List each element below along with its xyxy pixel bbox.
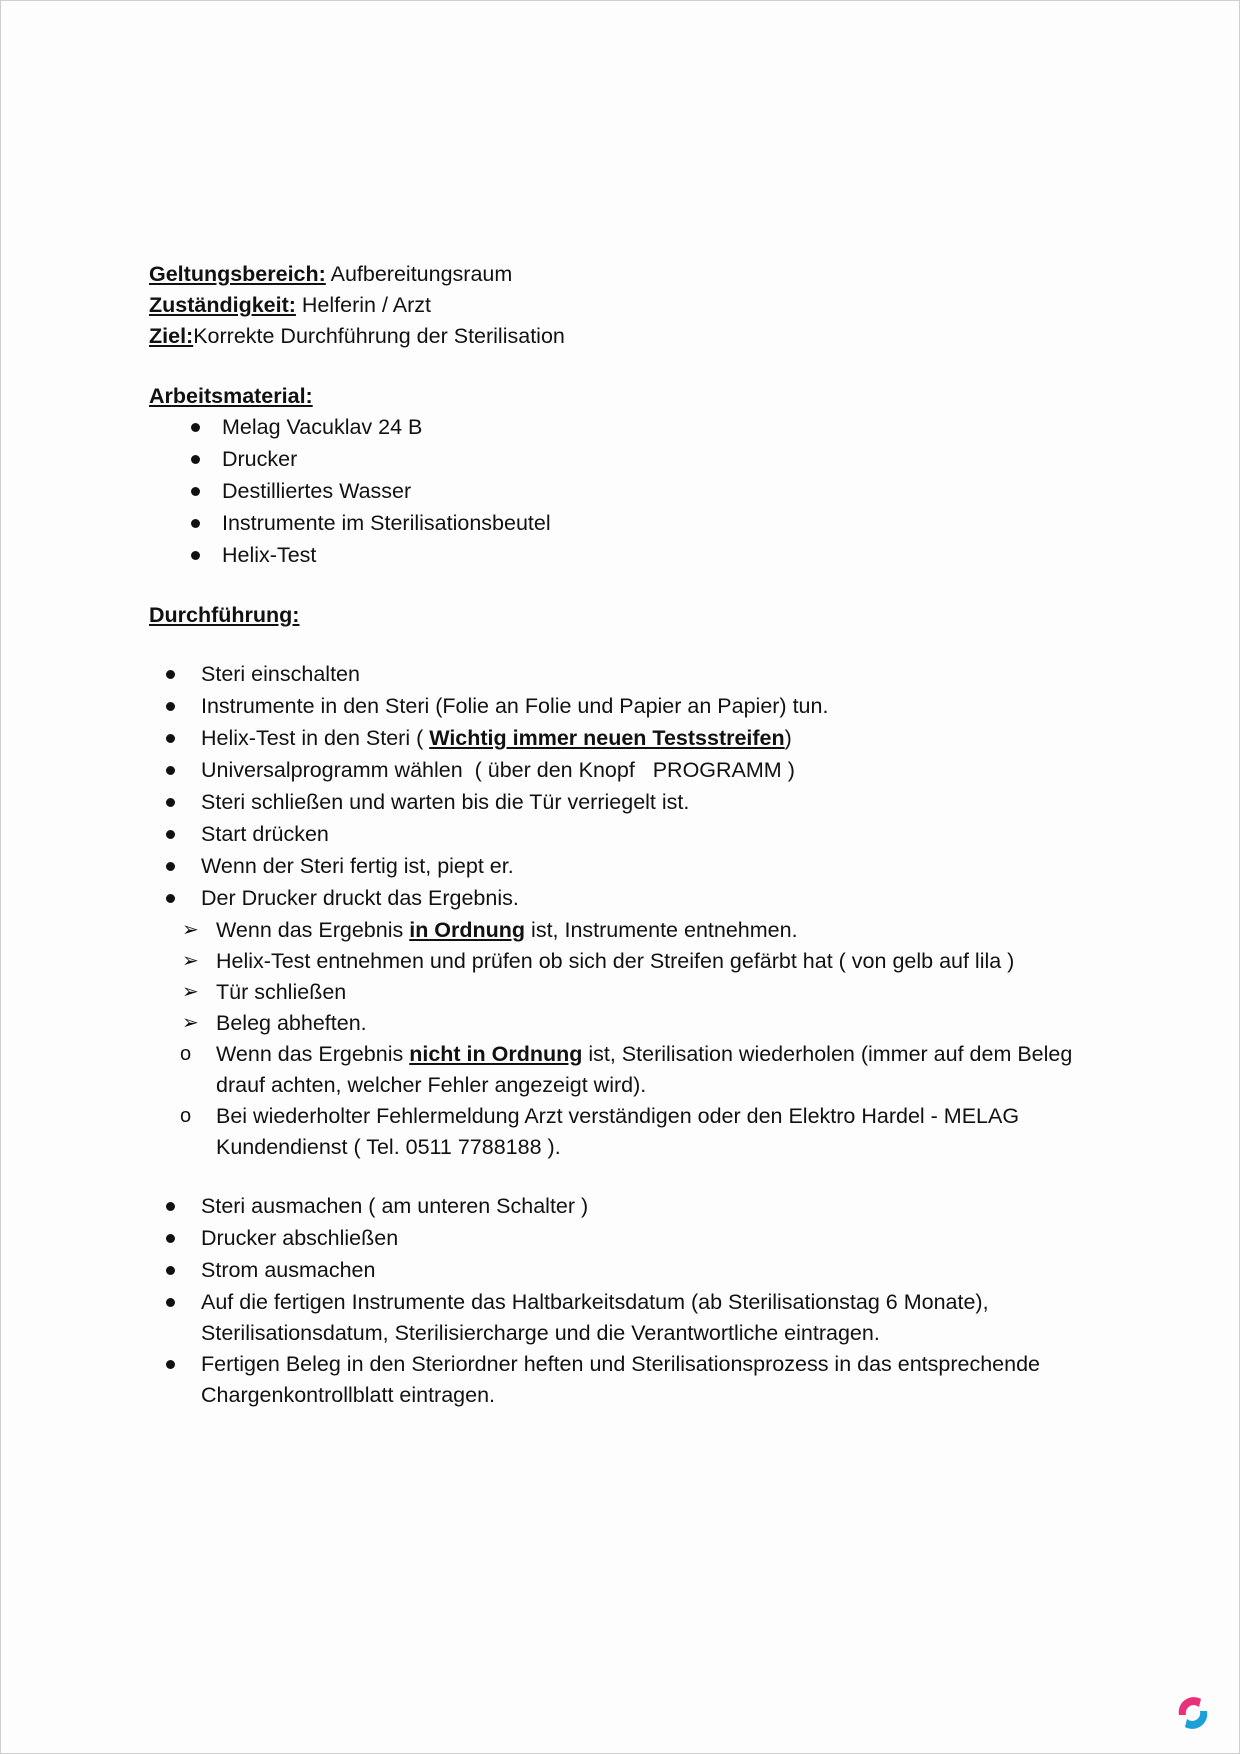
bullet-icon bbox=[191, 551, 200, 560]
bullet-icon bbox=[166, 702, 175, 711]
list-item: Drucker abschließen bbox=[149, 1223, 1109, 1255]
goal-value: Korrekte Durchführung der Sterilisation bbox=[193, 324, 565, 348]
list-item: Auf die fertigen Instrumente das Haltbarkeitsdatum (ab Sterilisationstag 6 Monate), Sterilisationsdatum, Sterilisiercharge und die Verantwortliche eintragen. bbox=[149, 1287, 1109, 1349]
list-item: Instrumente im Sterilisationsbeutel bbox=[149, 508, 1109, 540]
responsibility-value: Helferin / Arzt bbox=[301, 293, 431, 317]
list-item: ➢ Helix-Test entnehmen und prüfen ob sich der Streifen gefärbt hat ( von gelb auf lila ) bbox=[149, 946, 1109, 977]
circle-bullet-icon: o bbox=[180, 1043, 192, 1065]
bullet-icon bbox=[166, 766, 175, 775]
list-item: Melag Vacuklav 24 B bbox=[149, 412, 1109, 444]
goal-line bbox=[149, 321, 1109, 352]
bullet-icon bbox=[166, 1266, 175, 1275]
bullet-icon bbox=[166, 798, 175, 807]
list-item: Helix-Test in den Steri ( Wichtig immer neuen Testsstreifen) bbox=[149, 723, 1109, 755]
list-item: Steri schließen und warten bis die Tür verriegelt ist. bbox=[149, 787, 1109, 819]
procedure-heading: Durchführung: bbox=[149, 603, 300, 627]
list-item: ➢ Beleg abheften. bbox=[149, 1008, 1109, 1039]
arrow-icon: ➢ bbox=[182, 1012, 199, 1034]
list-item: o Wenn das Ergebnis nicht in Ordnung ist, Sterilisation wiederholen (immer auf dem Beleg drauf achten, welcher Fehler angezeigt wird). bbox=[149, 1039, 1109, 1101]
bullet-icon bbox=[166, 1234, 175, 1243]
bullet-icon bbox=[166, 1360, 175, 1369]
bullet-icon bbox=[166, 670, 175, 679]
list-item: Strom ausmachen bbox=[149, 1255, 1109, 1287]
bullet-icon bbox=[191, 519, 200, 528]
bullet-icon bbox=[166, 830, 175, 839]
bullet-icon bbox=[191, 423, 200, 432]
bullet-icon bbox=[166, 734, 175, 743]
list-item: Wenn der Steri fertig ist, piept er. bbox=[149, 851, 1109, 883]
emphasis: nicht in Ordnung bbox=[409, 1042, 583, 1066]
finish-steps bbox=[149, 1191, 1109, 1411]
brand-logo-icon bbox=[1171, 1691, 1215, 1735]
emphasis: Wichtig immer neuen Testsstreifen bbox=[429, 726, 785, 750]
list-item: Start drücken bbox=[149, 819, 1109, 851]
list-item: Steri einschalten bbox=[149, 659, 1109, 691]
arrow-icon: ➢ bbox=[182, 950, 199, 972]
list-item: Drucker bbox=[149, 444, 1109, 476]
list-item: Universalprogramm wählen ( über den Knopf PROGRAMM ) bbox=[149, 755, 1109, 787]
list-item: Steri ausmachen ( am unteren Schalter ) bbox=[149, 1191, 1109, 1223]
bullet-icon bbox=[166, 894, 175, 903]
scope-label: Geltungsbereich: bbox=[149, 262, 326, 286]
scope-line bbox=[149, 259, 1109, 290]
list-item: o Bei wiederholter Fehlermeldung Arzt verständigen oder den Elektro Hardel - MELAG Kundendienst ( Tel. 0511 7788188 ). bbox=[149, 1101, 1109, 1163]
scope-value: Aufbereitungsraum bbox=[330, 262, 513, 286]
bullet-icon bbox=[166, 862, 175, 871]
procedure-steps bbox=[149, 659, 1109, 915]
material-heading: Arbeitsmaterial: bbox=[149, 384, 313, 408]
list-item: Fertigen Beleg in den Steriordner heften und Sterilisationsprozess in das entsprechende Chargenkontrollblatt eintragen. bbox=[149, 1349, 1109, 1411]
result-sub-steps bbox=[149, 915, 1109, 1163]
bullet-icon bbox=[166, 1298, 175, 1307]
list-item: Helix-Test bbox=[149, 540, 1109, 572]
document-body bbox=[149, 259, 1109, 1411]
material-list bbox=[149, 412, 1109, 572]
list-item: Destilliertes Wasser bbox=[149, 476, 1109, 508]
list-item: ➢ Wenn das Ergebnis in Ordnung ist, Instrumente entnehmen. bbox=[149, 915, 1109, 946]
bullet-icon bbox=[191, 455, 200, 464]
circle-bullet-icon: o bbox=[180, 1105, 192, 1127]
list-item: Instrumente in den Steri (Folie an Folie und Papier an Papier) tun. bbox=[149, 691, 1109, 723]
emphasis: in Ordnung bbox=[409, 918, 526, 942]
arrow-icon: ➢ bbox=[182, 981, 199, 1003]
goal-label: Ziel: bbox=[149, 324, 194, 348]
responsibility-line bbox=[149, 290, 1109, 321]
list-item: ➢ Tür schließen bbox=[149, 977, 1109, 1008]
bullet-icon bbox=[166, 1202, 175, 1211]
arrow-icon: ➢ bbox=[182, 919, 199, 941]
responsibility-label: Zuständigkeit: bbox=[149, 293, 296, 317]
bullet-icon bbox=[191, 487, 200, 496]
list-item: Der Drucker druckt das Ergebnis. bbox=[149, 883, 1109, 915]
